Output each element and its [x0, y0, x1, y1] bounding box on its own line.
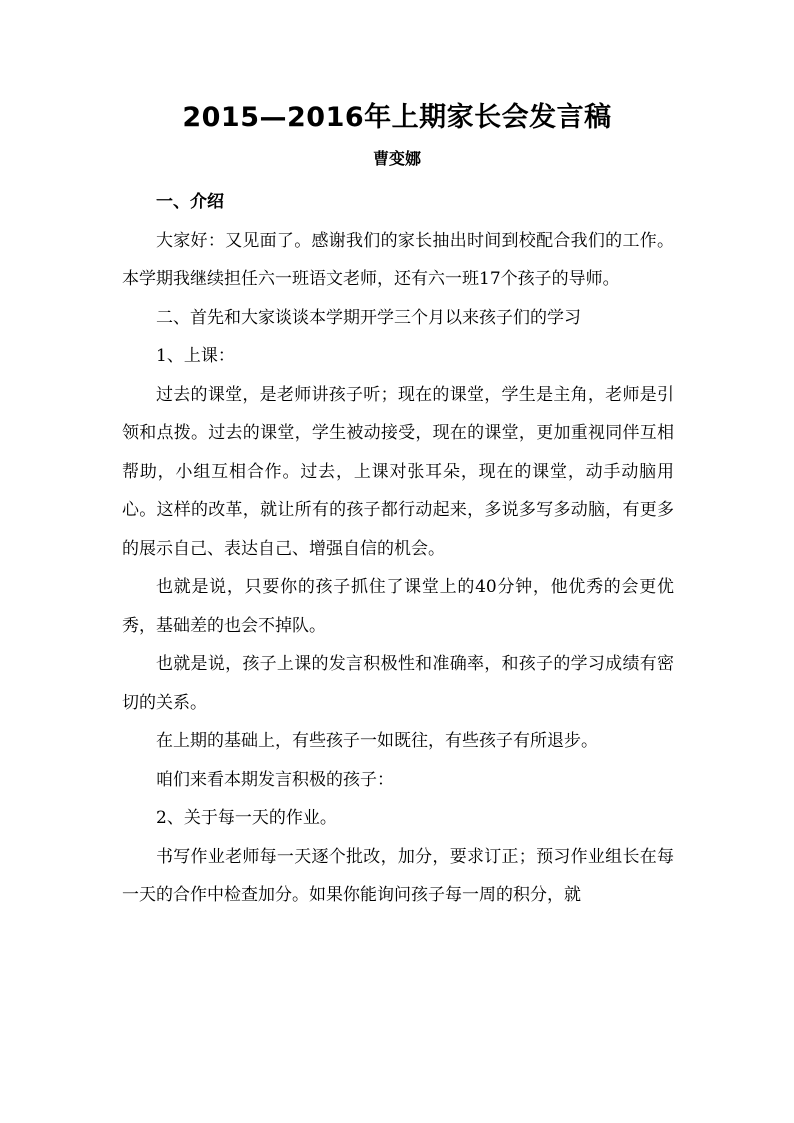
subheading-homework: 2、关于每一天的作业。 — [156, 808, 337, 828]
paragraph-participation: 也就是说，孩子上课的发言积极性和准确率，和孩子的学习成绩有密切的关系。 — [122, 654, 674, 713]
section-heading-learning: 二、首先和大家谈谈本学期开学三个月以来孩子们的学习 — [156, 307, 581, 328]
paragraph-progress: 在上期的基础上，有些孩子一如既往，有些孩子有所退步。 — [156, 731, 598, 751]
subheading-class: 1、上课： — [156, 346, 235, 366]
paragraph-homework: 书写作业老师每一天逐个批改，加分，要求订正；预习作业组长在每一天的合作中检查加分。如果你能询问孩子每一周的积分，就 — [122, 846, 674, 905]
paragraph-classroom-reform: 过去的课堂，是老师讲孩子听；现在的课堂，学生是主角，老师是引领和点拨。过去的课堂，学生被动接受，现在的课堂，更加重视同伴互相帮助，小组互相合作。过去，上课对张耳朵，现在的课堂，动手动脑用心。这样的改革，就让所有的孩子都行动起来，多说多写多动脑，有更多的展示自己、表达自己、增强自信的机会。 — [122, 384, 674, 559]
document-body — [122, 183, 674, 915]
paragraph-active-students: 咱们来看本期发言积极的孩子： — [156, 769, 394, 790]
document-title: 2015—2016年上期家长会发言稿 — [182, 102, 612, 133]
author-name: 曹变娜 — [372, 149, 421, 168]
section-heading-introduction: 一、介绍 — [156, 192, 224, 212]
paragraph-forty-minutes: 也就是说，只要你的孩子抓住了课堂上的40分钟，他优秀的会更优秀，基础差的也会不掉队。 — [122, 577, 674, 636]
paragraph-greeting: 大家好：又见面了。感谢我们的家长抽出时间到校配合我们的工作。本学期我继续担任六一班语文老师，还有六一班17个孩子的导师。 — [122, 230, 674, 289]
